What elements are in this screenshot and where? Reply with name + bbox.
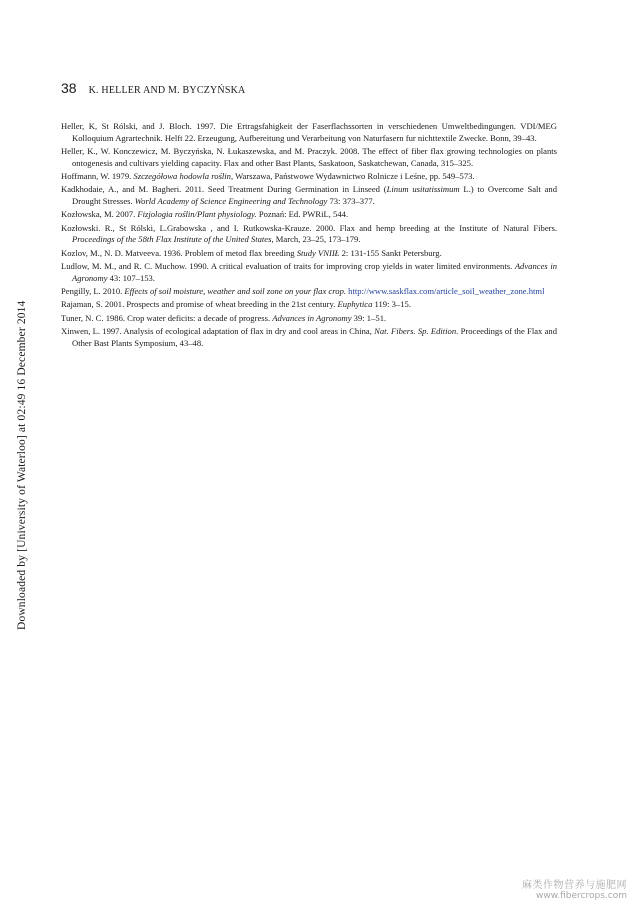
reference-text: Kozłowski. R., St Rólski, L.Grabowska , and I. Rutkowska-Krauze. 2000. Flax and hemp breeding at the Institute of Natural Fibers. xyxy=(61,222,557,233)
site-watermark xyxy=(522,876,627,901)
reference-list xyxy=(61,121,557,351)
reference-entry xyxy=(61,209,557,221)
reference-text: L.) to Overcome Salt and Drought Stresses. xyxy=(72,184,557,206)
reference-entry xyxy=(61,121,557,144)
watermark-chinese-text: 麻类作物营养与施肥网 xyxy=(522,880,627,891)
reference-text: Pengilly, L. 2010. xyxy=(61,286,125,297)
reference-entry xyxy=(61,184,557,207)
watermark-url: www.fibercrops.com xyxy=(536,891,627,901)
reference-italic-text: Fizjologia roślin/Plant physiology. xyxy=(137,209,257,220)
reference-text: Ludlow, M. M., and R. C. Muchow. 1990. A critical evaluation of traits for improving crop yields in water limited environments. xyxy=(61,261,515,272)
reference-italic-text: Effects of soil moisture, weather and soil zone on your flax crop. xyxy=(124,286,347,297)
reference-italic-text: Advances in Agronomy xyxy=(72,261,558,283)
reference-text: Poznań: Ed. PWRiL, 544. xyxy=(256,209,349,220)
reference-italic-text: Linum usitatissimum xyxy=(386,184,460,195)
reference-text: Kozlov, M., N. D. Matveeva. 1936. Problem of metod flax breeding xyxy=(61,247,297,258)
reference-italic-text: Proceedings of the 58th Flax Institute of the United States xyxy=(72,234,272,245)
reference-text: . Proceedings of the Flax and Other Bast Plants Symposium, 43–48. xyxy=(72,326,557,348)
reference-text: , March, 23–25, 173–179. xyxy=(271,234,361,245)
running-header xyxy=(61,80,245,96)
running-header-authors: K. HELLER AND M. BYCZYŃSKA xyxy=(88,85,246,96)
reference-text: Kadkhodaie, A., and M. Bagheri. 2011. Seed Treatment During Germination in Linseed ( xyxy=(61,184,387,195)
reference-text: 43: 107–153. xyxy=(107,272,155,283)
reference-entry xyxy=(61,326,557,349)
download-notice-sidebar xyxy=(3,278,28,630)
reference-text: Heller, K, St Rólski, and J. Bloch. 1997. Die Ertragsfahigkeit der Faserflachssorten in verschiedenen Umweltbedingungen. VDI/MEG Kolloquium Agrartechnik. Helft 22. Erzeugung, Aufbereitung und Verarbeitung von Naturfasern fur nichttextile Zwecke. Bonn, 39–43. xyxy=(61,121,557,143)
reference-entry xyxy=(61,261,557,284)
reference-text: 119: 3–15. xyxy=(372,299,411,310)
reference-entry xyxy=(61,146,557,169)
reference-link[interactable]: http://www.saskflax.com/article_soil_weather_zone.html xyxy=(348,286,545,297)
reference-text: Rajaman, S. 2001. Prospects and promise of wheat breeding in the 21st century. xyxy=(61,299,338,310)
reference-entry xyxy=(61,313,557,325)
page-number: 38 xyxy=(61,80,77,96)
reference-italic-text: World Academy of Science Engineering and Technology xyxy=(134,195,328,206)
reference-text: Heller, K., W. Konczewicz, M. Byczyńska, N. Łukaszewska, and M. Praczyk. 2008. The effect of fiber flax growing technologies on plants ontogenesis and cultivars yielding capacity. Flax and other Bast Plants, Saskatoon, Saskatchewan, Canada, 315–325. xyxy=(61,145,557,168)
reference-italic-text: Advances in Agronomy xyxy=(272,312,352,323)
reference-italic-text: Study VNIIŁ xyxy=(296,247,340,258)
reference-entry xyxy=(61,223,557,246)
reference-entry xyxy=(61,171,557,183)
reference-text: , Warszawa, Państwowe Wydawnictwo Rolnicze i Leśne, pp. 549–573. xyxy=(230,170,475,181)
reference-text: 73: 373–377. xyxy=(327,195,375,206)
reference-italic-text: Euphytica xyxy=(337,299,373,310)
reference-italic-text: Nat. Fibers. Sp. Edition xyxy=(374,326,457,337)
reference-text: Kozłowska, M. 2007. xyxy=(61,209,138,220)
reference-text: Xinwen, L. 1997. Analysis of ecological adaptation of flax in dry and cool areas in China, xyxy=(61,326,375,337)
reference-text: Tuner, N. C. 1986. Crop water deficits: a decade of progress. xyxy=(61,312,273,323)
reference-italic-text: Szczegółowa hodowla roślin xyxy=(133,170,231,181)
reference-text: 2: 131-155 Sankt Petersburg. xyxy=(339,247,442,258)
reference-text: 39: 1–51. xyxy=(351,312,387,323)
reference-entry xyxy=(61,286,557,298)
reference-text: Hoffmann, W. 1979. xyxy=(61,170,134,181)
download-notice-text: Downloaded by [University of Waterloo] at 02:49 16 December 2014 xyxy=(16,300,28,630)
reference-entry xyxy=(61,248,557,260)
reference-entry xyxy=(61,299,557,311)
